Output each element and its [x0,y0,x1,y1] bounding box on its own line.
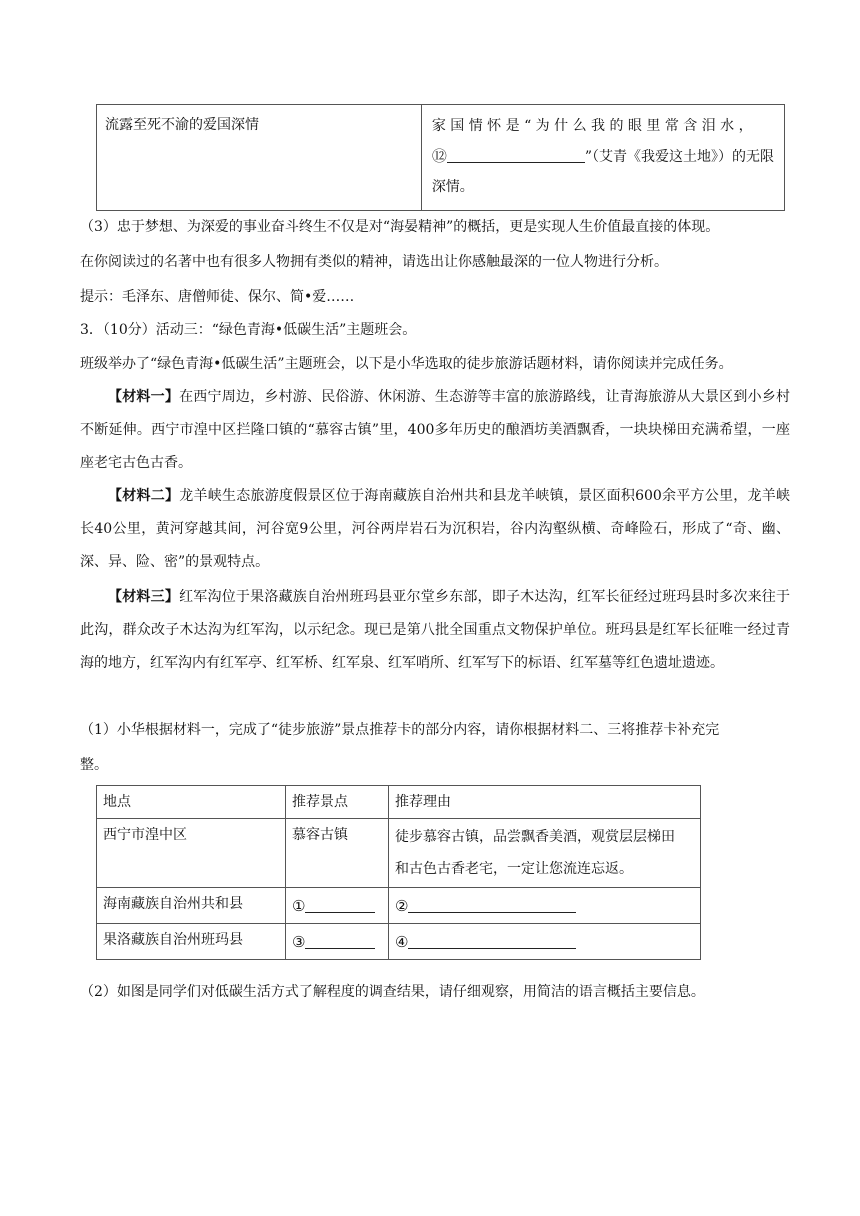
section-intro: 班级举办了“绿色青海•低碳生活”主题班会，以下是小华选取的徒步旅游话题材料，请你阅读并完成任务。 [80,356,733,372]
table-row [97,819,701,888]
answer-blank[interactable] [305,930,375,949]
spot-cell: 慕容古镇 [286,819,389,888]
blank-marker: ⑫ [431,147,447,165]
material-text: 红军沟位于果洛藏族自治州班玛县亚尔堂乡东部，即子木达沟，红军长征经过班玛县时多次来往于此沟，群众改子木达沟为红军沟，以示纪念。现已是第八批全国重点文物保护单位。班玛县是红军长征唯一经过青海的地方，红军沟内有红军亭、红军桥、红军泉、红军哨所、红军写下的标语、红军墓等红色遗址遗迹。 [80,589,791,671]
fill-cell [421,105,784,211]
question-2: （2）如图是同学们对低碳生活方式了解程度的调查结果，请仔细观察，用简洁的语言概括主要信息。 [80,984,705,1000]
material-lead: 【材料三】 [108,589,180,605]
fill-line-3: 深情。 [431,179,474,195]
place-cell: 西宁市湟中区 [97,819,286,888]
material-lead: 【材料二】 [108,488,180,504]
reason-cell [389,888,701,924]
table-row [97,105,785,211]
header-place: 地点 [97,786,286,819]
answer-blank[interactable] [305,894,375,913]
material-text: 在西宁周边，乡村游、民俗游、休闲游、生态游等丰富的旅游路线，让青海旅游从大景区到小乡村不断延伸。西宁市湟中区拦隆口镇的“慕容古镇”里，400多年历史的酿酒坊美酒飘香，一块块梯田充满希望，一座座老宅古色古香。 [80,389,791,471]
material-lead: 【材料一】 [108,389,180,405]
theme-cell: 流露至死不渝的爱国深情 [97,105,422,211]
blank-marker: ① [292,897,306,915]
answer-blank[interactable] [447,144,585,163]
material-1 [80,381,790,480]
material-2 [80,480,790,579]
theme-table [96,104,785,211]
material-text: 龙羊峡生态旅游度假景区位于海南藏族自治州共和县龙羊峡镇，景区面积600余平方公里，龙羊峡长40公里，黄河穿越其间，河谷宽9公里，河谷两岸岩石为沉积岩，谷内沟壑纵横、奇峰险石，形成了“奇、幽、深、异、险、密”的景观特点。 [80,488,790,570]
place-cell: 果洛藏族自治州班玛县 [97,924,286,960]
reason-cell [389,924,701,960]
fill-line-2 [432,141,774,172]
table-row [97,888,701,924]
reason-line: 和古色古香老宅，一定让您流连忘返。 [395,861,633,877]
hint-text: 提示：毛泽东、唐僧师徒、保尔、简•爱…… [80,289,355,305]
reason-line: 徒步慕容古镇，品尝飘香美酒，观赏层层梯田 [395,829,675,845]
table-row [97,924,701,960]
header-reason: 推荐理由 [389,786,701,819]
answer-blank[interactable] [408,930,576,949]
question-1-line-1: （1）小华根据材料一，完成了“徒步旅游”景点推荐卡的部分内容，请你根据材料二、三将推荐卡补充完 [80,722,720,738]
question-3-line-2: 在你阅读过的名著中也有很多人物拥有类似的精神，请选出让你感触最深的一位人物进行分析。 [80,254,668,270]
question-1-line-2: 整。 [80,757,108,773]
place-cell: 海南藏族自治州共和县 [97,888,286,924]
reason-cell [389,819,701,888]
fill-line-2-text: ”（艾青《我爱这土地》）的无限 [584,149,774,165]
question-3-line-1: （3）忠于梦想、为深爱的事业奋斗终生不仅是对“海晏精神”的概括，更是实现人生价值最直接的体现。 [80,219,720,235]
table-header-row [97,786,701,819]
material-3 [80,581,790,680]
recommendation-card [96,785,701,960]
section-title: 3．（10分）活动三：“绿色青海•低碳生活”主题班会。 [80,322,417,338]
answer-blank[interactable] [408,894,576,913]
blank-marker: ③ [292,933,306,951]
blank-marker: ② [395,897,409,915]
spot-cell [286,888,389,924]
header-spot: 推荐景点 [286,786,389,819]
fill-line-1: 家 国 情 怀 是 “ 为 什 么 我 的 眼 里 常 含 泪 水 ， [431,118,753,134]
blank-marker: ④ [395,933,409,951]
spot-cell [286,924,389,960]
